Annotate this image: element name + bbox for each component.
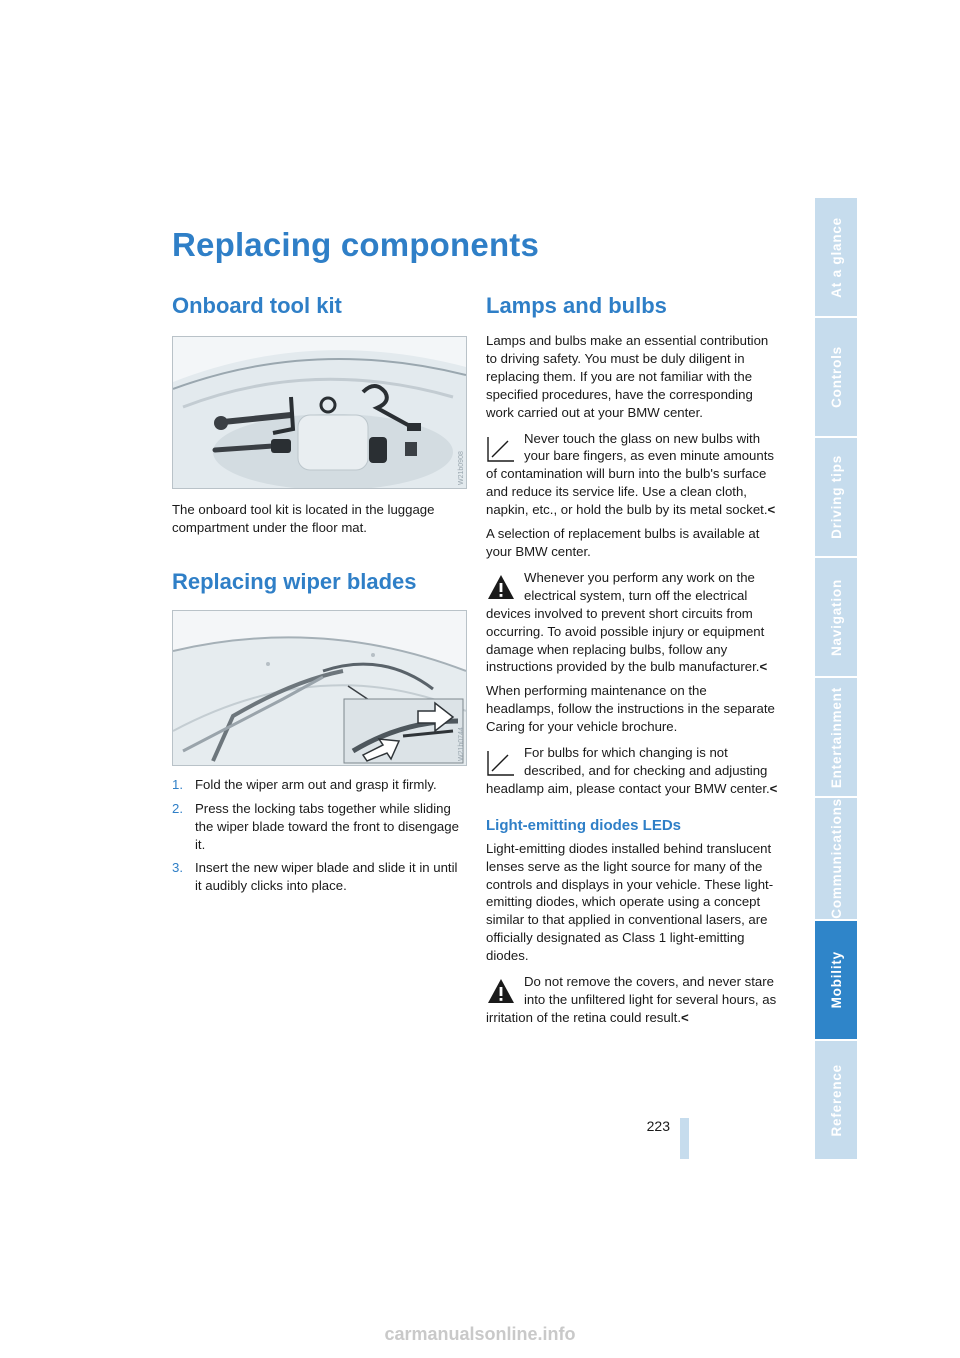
figure-code: W21b0908: [458, 451, 465, 485]
left-column: [172, 292, 467, 901]
section-tabs: [815, 198, 857, 1159]
wiper-steps: [172, 776, 467, 895]
tab-entertainment[interactable]: Entertainment: [815, 678, 857, 798]
wiper-figure: [172, 610, 467, 766]
right-column: [486, 292, 778, 1027]
tab-reference[interactable]: Reference: [815, 1041, 857, 1159]
note-bulb-glass: Never touch the glass on new bulbs with your bare fingers, as even minute amounts of contamination will burn into the bulb's surface and reduce its service life. Use a clean cloth, napkin, etc., or hold the bulb by its metal socket.<: [486, 430, 776, 518]
heading-lamps-bulbs: Lamps and bulbs: [486, 293, 667, 318]
list-item: 2. Press the locking tabs together while sliding the wiper blade toward the front to disengage it.: [172, 800, 459, 852]
tab-communications[interactable]: Communications: [815, 798, 857, 921]
note-headlamp-aim: For bulbs for which changing is not described, and for checking and adjusting headlamp aim, please contact your BMW center.<: [486, 745, 778, 796]
footer-watermark: carmanualsonline.info: [384, 1324, 576, 1344]
page-number-bar: [680, 1118, 689, 1159]
heading-onboard-tool-kit: Onboard tool kit: [172, 293, 342, 318]
tool-kit-text: The onboard tool kit is located in the luggage compartment under the floor mat.: [172, 502, 435, 535]
leds-text: Light-emitting diodes installed behind translucent lenses serve as the light source for many of the controls and displays in your vehicle. These light-emitting diodes, which operate using a concept similar to that applied in conventional lasers, are officially designated as Class 1 light-emitting diodes.: [486, 840, 774, 964]
tool-kit-figure: [172, 336, 467, 489]
heading-wiper-blades: Replacing wiper blades: [172, 568, 417, 594]
bulb-selection-text: A selection of replacement bulbs is available at your BMW center.: [486, 526, 760, 559]
page-number: 223: [646, 1118, 670, 1134]
tab-navigation[interactable]: Navigation: [815, 558, 857, 678]
warning-triangle-icon: [486, 976, 516, 1006]
figure-code: W21b0744: [458, 726, 465, 761]
note-pen-icon: [486, 747, 516, 777]
note-pen-icon: [486, 433, 516, 463]
list-item: 3. Insert the new wiper blade and slide it in until it audibly clicks into place.: [172, 860, 458, 894]
tab-mobility[interactable]: Mobility: [815, 921, 857, 1041]
heading-leds: Light-emitting diodes LEDs: [486, 816, 681, 834]
lamps-intro: Lamps and bulbs make an essential contribution to driving safety. You must be duly diligent in replacing them. If you are not familiar with the specified procedures, have the corresponding work carried out at your BMW center.: [486, 333, 769, 420]
tab-controls[interactable]: Controls: [815, 318, 857, 438]
warning-triangle-icon: [486, 572, 516, 602]
list-item: 1. Fold the wiper arm out and grasp it firmly.: [172, 776, 437, 792]
tab-at-a-glance[interactable]: At a glance: [815, 198, 857, 318]
page-title: Replacing components: [172, 226, 540, 263]
warning-electrical: Whenever you perform any work on the electrical system, turn off the electrical devices involved to prevent short circuits from occurring. To avoid possible injury or equipment damage when replacing bulbs, follow any instructions provided by the bulb manufacturer.<: [486, 569, 768, 675]
maintenance-text: When performing maintenance on the headlamps, follow the instructions in the separate Caring for your vehicle brochure.: [486, 683, 775, 735]
warning-leds: Do not remove the covers, and never stare into the unfiltered light for several hours, as irritation of the retina could result.<: [486, 974, 777, 1025]
tab-driving-tips[interactable]: Driving tips: [815, 438, 857, 558]
